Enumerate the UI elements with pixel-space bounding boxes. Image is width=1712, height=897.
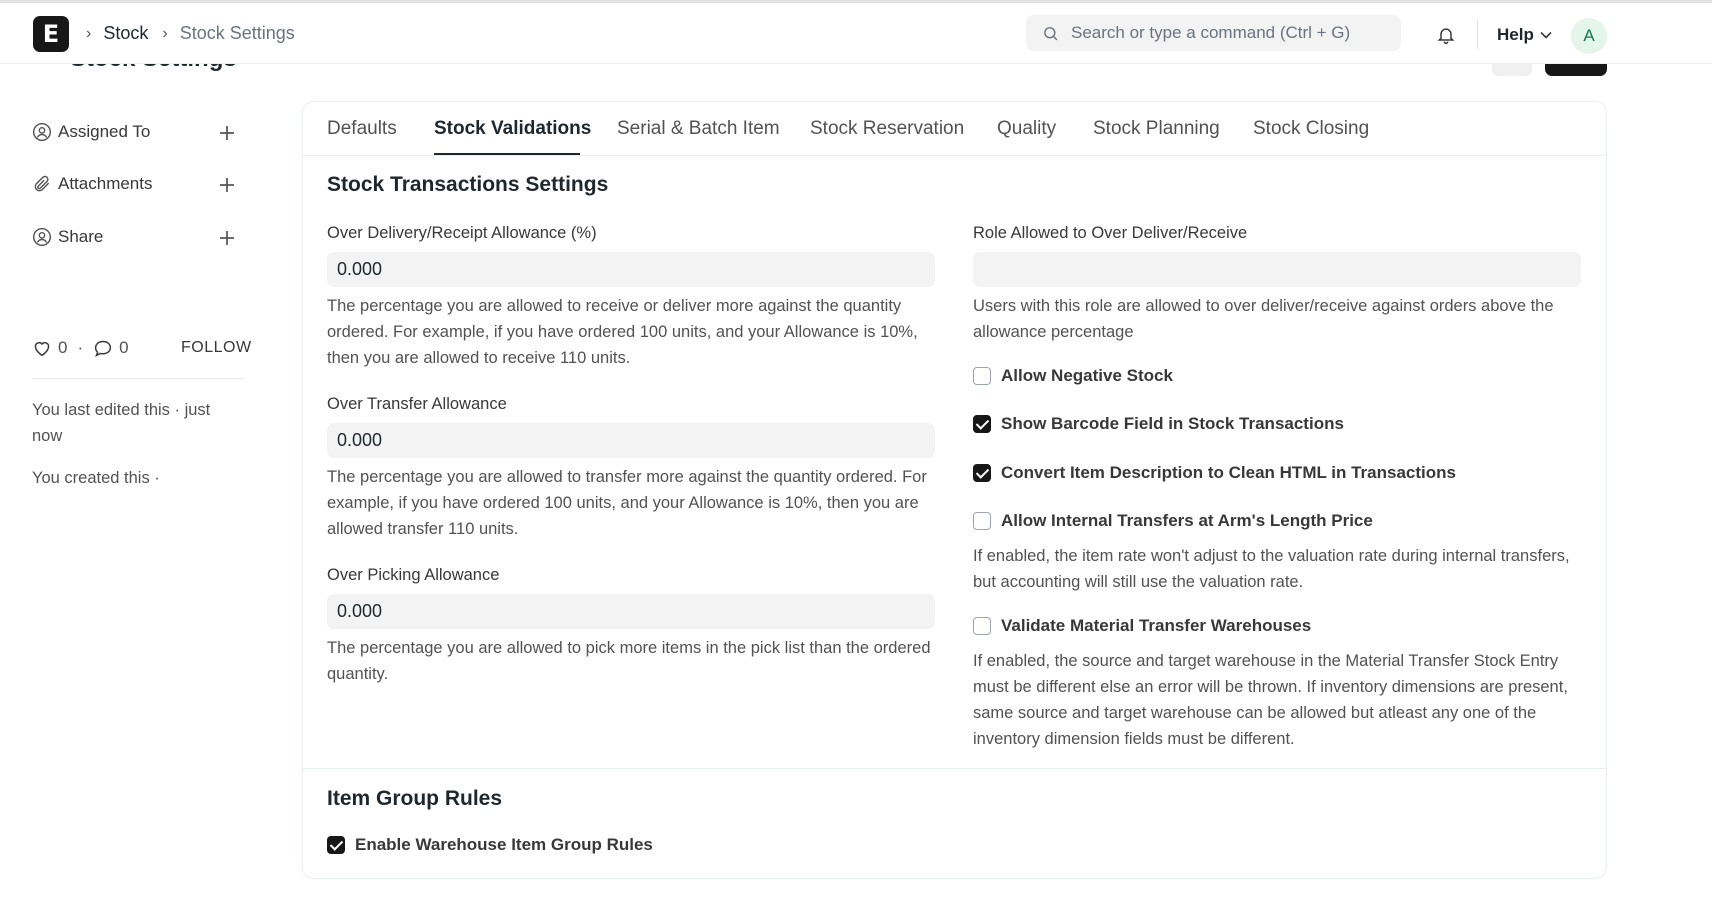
- tab-quality[interactable]: Quality: [997, 118, 1057, 139]
- top-navbar: [0, 0, 1712, 64]
- chevron-right-icon: ›: [86, 24, 92, 42]
- enable-rules-row[interactable]: [327, 835, 653, 855]
- last-edited-text: You last edited this · just now: [32, 401, 211, 445]
- user-plus-icon: [32, 122, 52, 142]
- sidebar-divider: [32, 378, 244, 379]
- bell-icon[interactable]: [1436, 24, 1456, 46]
- share-user-icon: [32, 227, 52, 247]
- allow-negative-stock-label: Allow Negative Stock: [1001, 366, 1173, 385]
- attachments-label: Attachments: [58, 174, 153, 193]
- section-title-stock-transactions: Stock Transactions Settings: [327, 173, 609, 196]
- show-barcode-checkbox[interactable]: [973, 415, 991, 433]
- enable-rules-checkbox[interactable]: [327, 836, 345, 854]
- show-barcode-label: Show Barcode Field in Stock Transactions: [1001, 414, 1344, 433]
- allow-negative-stock-checkbox[interactable]: [973, 367, 991, 385]
- chevron-right-icon: ›: [162, 24, 168, 42]
- likes-comments: [32, 338, 129, 358]
- follow-button[interactable]: FOLLOW: [181, 339, 252, 356]
- over-picking-description: The percentage you are allowed to pick more items in the pick list than the ordered quantity.: [327, 639, 931, 683]
- add-attachment-plus-icon[interactable]: [218, 176, 236, 194]
- help-dropdown[interactable]: [1497, 25, 1552, 45]
- enable-rules-label: Enable Warehouse Item Group Rules: [355, 835, 653, 854]
- avatar[interactable]: A: [1571, 18, 1607, 54]
- search-input[interactable]: Search or type a command (Ctrl + G): [1071, 23, 1351, 42]
- likes-count: 0: [58, 338, 68, 357]
- chevron-down-icon: [1540, 31, 1552, 39]
- convert-description-checkbox[interactable]: [973, 464, 991, 482]
- arms-length-checkbox[interactable]: [973, 512, 991, 530]
- validate-warehouses-row[interactable]: [973, 616, 1311, 636]
- arms-length-description: If enabled, the item rate won't adjust to the valuation rate during internal transfers, but accounting will still use the valuation rate.: [973, 547, 1570, 591]
- sidebar-share[interactable]: [32, 227, 103, 247]
- role-allowed-description: Users with this role are allowed to over deliver/receive against orders above the allowance percentage: [973, 297, 1554, 341]
- tab-bar: [303, 102, 1606, 156]
- navbar-divider: [1477, 19, 1478, 49]
- help-label: Help: [1497, 25, 1534, 44]
- tab-serial-batch-item[interactable]: Serial & Batch Item: [617, 118, 780, 139]
- role-allowed-input[interactable]: [973, 252, 1581, 287]
- over-transfer-description: The percentage you are allowed to transfer more against the quantity ordered. For example, if you have ordered 100 units, and your Allowance is 10%, then you are allowed transfer 110 units.: [327, 468, 927, 538]
- comment-icon[interactable]: [93, 339, 113, 357]
- assigned-to-label: Assigned To: [58, 122, 151, 141]
- tab-defaults[interactable]: Defaults: [327, 118, 397, 139]
- arms-length-row[interactable]: [973, 511, 1373, 531]
- search-bar[interactable]: [1026, 15, 1401, 51]
- add-share-plus-icon[interactable]: [218, 229, 236, 247]
- validate-warehouses-description: If enabled, the source and target warehouse in the Material Transfer Stock Entry must be different else an error will be thrown. If inventory dimensions are present, same source and target warehouse can be allowed but atleast any one of the inventory dimension fields must be different.: [973, 652, 1568, 748]
- section-title-item-group-rules: Item Group Rules: [327, 787, 503, 810]
- share-label: Share: [58, 227, 104, 246]
- over-transfer-input[interactable]: 0.000: [327, 423, 935, 458]
- app-logo[interactable]: E: [33, 16, 69, 52]
- convert-description-label: Convert Item Description to Clean HTML in Transactions: [1001, 463, 1456, 482]
- heart-icon[interactable]: [32, 339, 52, 357]
- tab-stock-validations[interactable]: Stock Validations: [434, 118, 592, 139]
- settings-form: [302, 101, 1607, 879]
- over-delivery-label: Over Delivery/Receipt Allowance (%): [327, 224, 597, 242]
- allow-negative-stock-row[interactable]: [973, 366, 1173, 386]
- role-allowed-label: Role Allowed to Over Deliver/Receive: [973, 224, 1248, 242]
- comments-count: 0: [119, 338, 129, 357]
- search-icon: [1042, 25, 1059, 42]
- sidebar-attachments[interactable]: [32, 174, 153, 194]
- convert-description-row[interactable]: [973, 463, 1456, 483]
- breadcrumb-stock-settings[interactable]: Stock Settings: [179, 23, 295, 43]
- tab-stock-planning[interactable]: Stock Planning: [1093, 118, 1220, 139]
- over-transfer-label: Over Transfer Allowance: [327, 395, 507, 413]
- over-picking-input[interactable]: 0.000: [327, 594, 935, 629]
- tab-stock-closing[interactable]: Stock Closing: [1253, 118, 1370, 139]
- tab-stock-reservation[interactable]: Stock Reservation: [810, 118, 965, 139]
- sidebar-assigned-to[interactable]: [32, 122, 150, 142]
- add-assignee-plus-icon[interactable]: [218, 124, 236, 142]
- over-delivery-description: The percentage you are allowed to receive or deliver more against the quantity ordered. For example, if you have ordered 100 units, and your Allowance is 10%, then you are allowed to receive 110 units.: [327, 297, 918, 367]
- created-text: You created this ·: [32, 469, 160, 487]
- breadcrumb-stock[interactable]: Stock: [103, 23, 149, 43]
- breadcrumb: [86, 23, 295, 44]
- over-delivery-input[interactable]: 0.000: [327, 252, 935, 287]
- paperclip-icon: [32, 174, 52, 194]
- over-picking-label: Over Picking Allowance: [327, 566, 500, 584]
- validate-warehouses-label: Validate Material Transfer Warehouses: [1001, 616, 1312, 635]
- arms-length-label: Allow Internal Transfers at Arm's Length Price: [1001, 511, 1373, 530]
- show-barcode-row[interactable]: [973, 414, 1344, 434]
- section-divider: [303, 768, 1606, 769]
- separator-dot: ·: [77, 338, 84, 357]
- validate-warehouses-checkbox[interactable]: [973, 617, 991, 635]
- active-tab-indicator: [434, 153, 580, 155]
